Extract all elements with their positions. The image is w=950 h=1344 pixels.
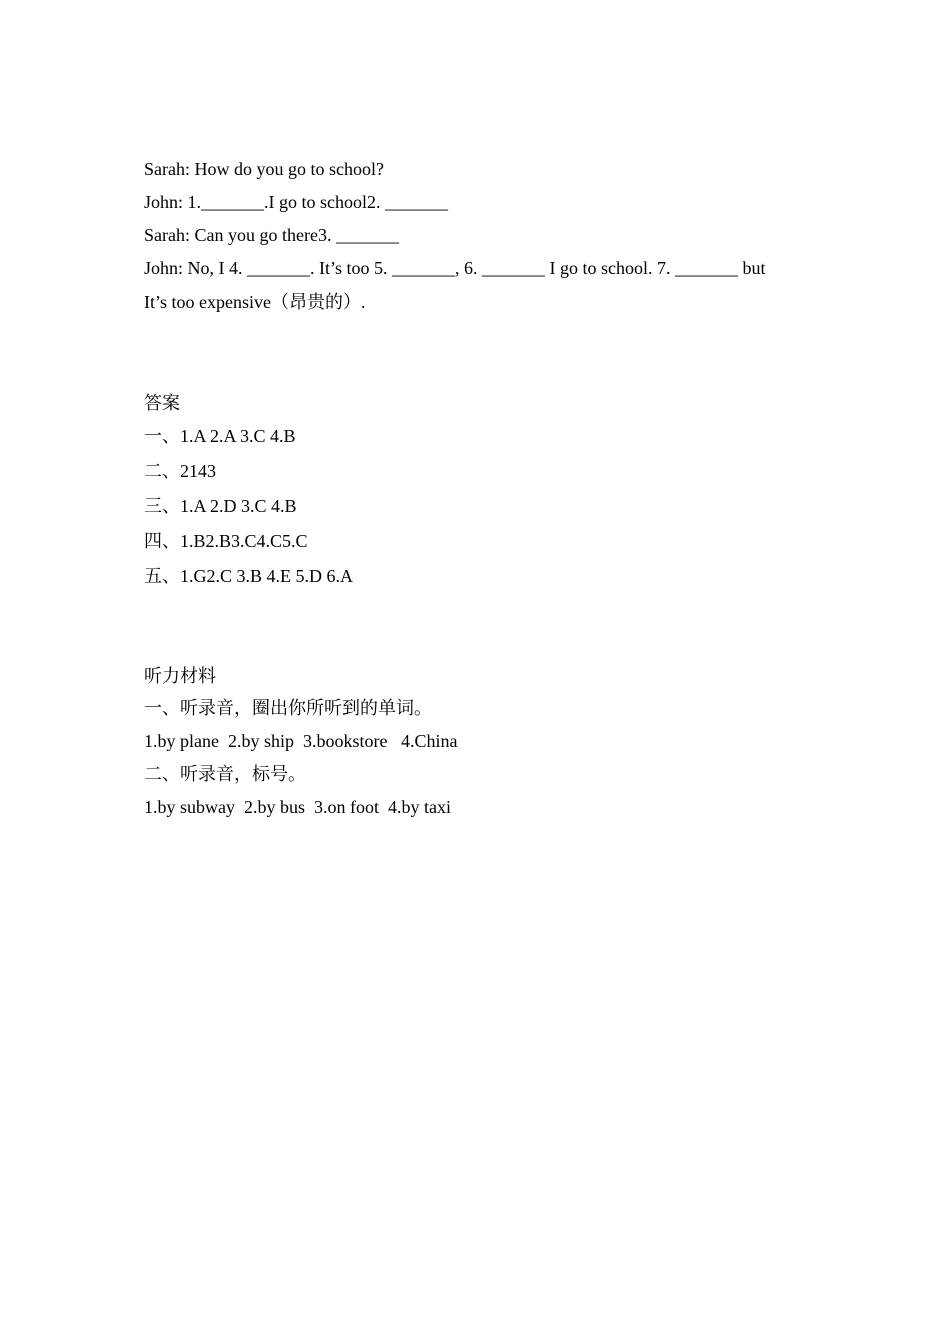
dialogue-line-4: John: No, I 4. _______. It’s too 5. _______, 6. _______ I go to school. 7. _______ but (144, 258, 766, 278)
answer-item-1: 一、1.A 2.A 3.C 4.B (144, 426, 296, 446)
listening-heading: 听力材料 (144, 666, 216, 686)
listening-part1-content: 1.by plane 2.by ship 3.bookstore 4.China (144, 731, 458, 751)
answer-item-2: 二、2143 (144, 461, 216, 481)
dialogue-line-3: Sarah: Can you go there3. _______ (144, 225, 399, 245)
dialogue-line-2: John: 1._______.I go to school2. _______ (144, 192, 448, 212)
dialogue-line-5: It’s too expensive（昂贵的）. (144, 292, 366, 312)
listening-part2-content: 1.by subway 2.by bus 3.on foot 4.by taxi (144, 797, 451, 817)
listening-part2-title: 二、听录音，标号。 (144, 764, 306, 784)
answers-heading: 答案 (144, 393, 180, 413)
answer-item-5: 五、1.G2.C 3.B 4.E 5.D 6.A (144, 566, 354, 586)
dialogue-line-1: Sarah: How do you go to school? (144, 159, 384, 179)
answer-item-3: 三、1.A 2.D 3.C 4.B (144, 496, 297, 516)
answer-item-4: 四、1.B2.B3.C4.C5.C (144, 531, 308, 551)
listening-part1-title: 一、听录音，圈出你所听到的单词。 (144, 698, 432, 718)
